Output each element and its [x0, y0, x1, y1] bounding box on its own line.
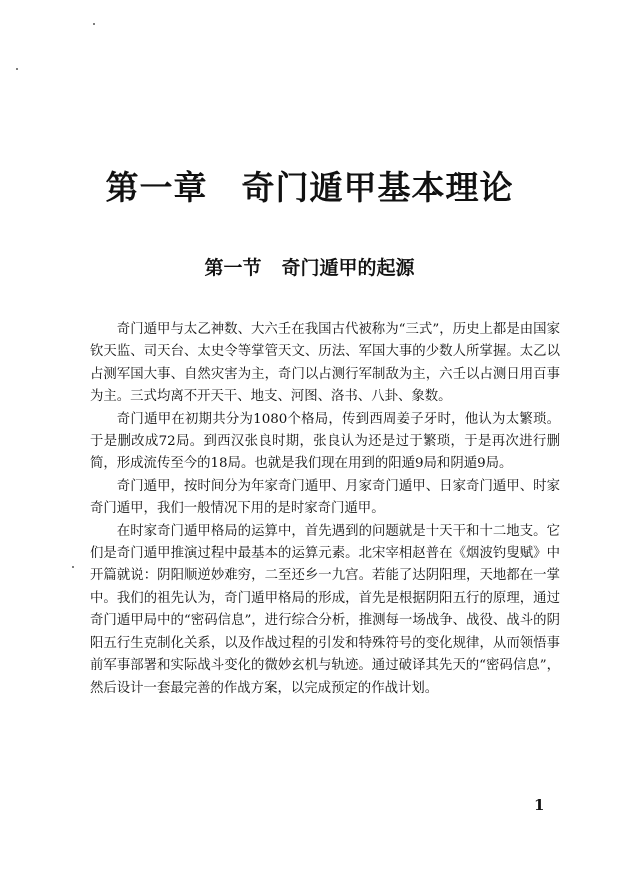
chapter-title: 奇门遁甲基本理论 [241, 168, 514, 207]
scan-speck [93, 23, 95, 25]
section-title: 奇门遁甲的起源 [281, 257, 415, 279]
page-number: 1 [534, 796, 545, 814]
section-number: 第一节 [204, 257, 262, 279]
chapter-number: 第一章 [105, 168, 208, 207]
body-text [90, 319, 560, 700]
paragraph: 奇门遁甲，按时间分为年家奇门遁甲、月家奇门遁甲、日家奇门遁甲、时家奇门遁甲，我们一般情况下用的是时家奇门遁甲。 [90, 478, 560, 517]
paragraph: 奇门遁甲在初期共分为1080个格局，传到西周姜子牙时，他认为太繁琐。于是删改成72局。到西汉张良时期，张良认为还是过于繁琐，于是再次进行删简，形成流传至今的18局。也就是我们现在用到的阳遁9局和阴遁9局。 [90, 411, 560, 472]
scan-speck [72, 566, 74, 568]
chapter-heading [0, 168, 619, 208]
paragraph: 奇门遁甲与太乙神数、大六壬在我国古代被称为“三式”，历史上都是由国家钦天监、司天台、太史令等掌管天文、历法、军国大事的少数人所掌握。太乙以占测军国大事、自然灾害为主，奇门以占测行军制敌为主，六壬以占测日用百事为主。三式均离不开天干、地支、河图、洛书、八卦、象数。 [90, 322, 560, 405]
section-heading [0, 255, 619, 281]
paragraph: 在时家奇门遁甲格局的运算中，首先遇到的问题就是十天干和十二地支。它们是奇门遁甲推演过程中最基本的运算元素。北宋宰相赵普在《烟波钓叟赋》中开篇就说：阴阳顺逆妙难穷，二至还乡一九宫。若能了达阴阳理，天地都在一掌中。我们的祖先认为，奇门遁甲格局的形成，首先是根据阴阳五行的原理，通过奇门遁甲局中的“密码信息”，进行综合分析，推测每一场战争、战役、战斗的阴阳五行生克制化关系，以及作战过程的引发和特殊符号的变化规律，从而领悟事前军事部署和实际战斗变化的微妙玄机与轨迹。通过破译其先天的“密码信息”，然后设计一套最完善的作战方案，以完成预定的作战计划。 [90, 523, 560, 696]
scan-speck [16, 68, 18, 70]
